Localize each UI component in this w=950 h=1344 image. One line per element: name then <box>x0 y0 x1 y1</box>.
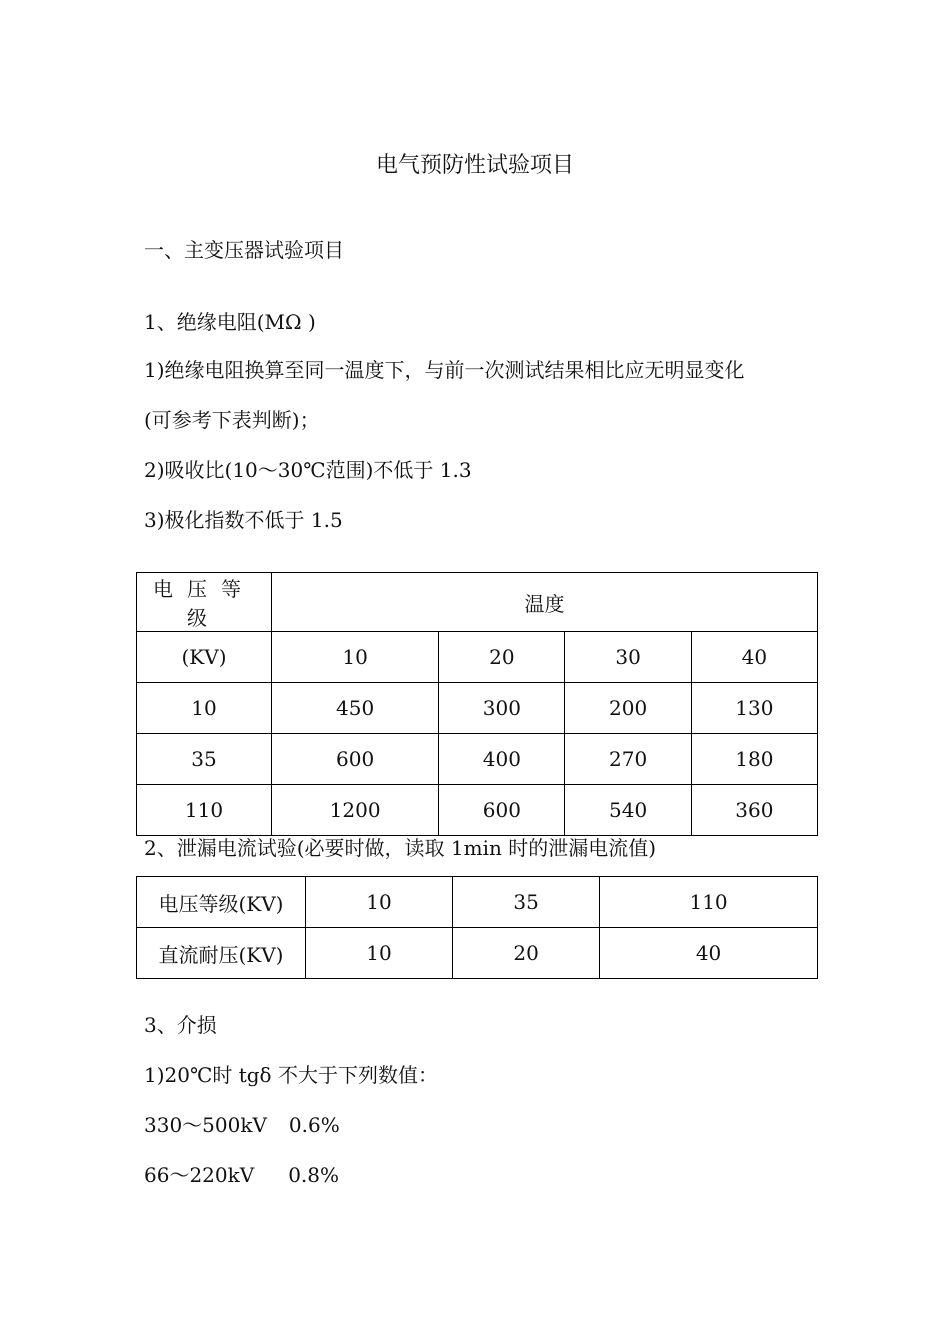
item1-line1-cont: (可参考下表判断)； <box>144 408 320 432</box>
table-row <box>137 928 818 979</box>
value-cell: 40 <box>600 928 818 979</box>
table-row <box>137 785 818 836</box>
voltage-cell: 10 <box>137 683 272 734</box>
value-cell: 130 <box>691 683 817 734</box>
temperature-header-cell: 温度 <box>272 573 818 632</box>
value-cell: 10 <box>306 928 453 979</box>
temp-cell: 40 <box>691 632 817 683</box>
voltage-unit-cell: (KV) <box>137 632 272 683</box>
item1-line1: 1)绝缘电阻换算至同一温度下，与前一次测试结果相比应无明显变化 <box>144 358 745 382</box>
value-cell: 10 <box>306 877 453 928</box>
table-row <box>137 632 818 683</box>
value-cell: 540 <box>565 785 691 836</box>
table-row <box>137 573 818 632</box>
value-cell: 35 <box>453 877 600 928</box>
value-cell: 20 <box>453 928 600 979</box>
voltage-cell: 35 <box>137 734 272 785</box>
dielectric-loss-row <box>144 1163 339 1187</box>
value-cell: 180 <box>691 734 817 785</box>
page-title: 电气预防性试验项目 <box>375 153 574 178</box>
item2-heading: 2、泄漏电流试验(必要时做，读取 1min 时的泄漏电流值) <box>144 836 657 860</box>
value-cell: 1200 <box>272 785 439 836</box>
voltage-header-cell <box>137 573 272 632</box>
row-label-cell: 直流耐压(KV) <box>137 928 306 979</box>
voltage-range: 330～500kV <box>144 1113 267 1137</box>
loss-value: 0.6% <box>288 1113 340 1137</box>
value-cell: 360 <box>691 785 817 836</box>
voltage-cell: 110 <box>137 785 272 836</box>
row-label-cell: 电压等级(KV) <box>137 877 306 928</box>
value-cell: 600 <box>272 734 439 785</box>
leakage-current-table <box>136 876 818 979</box>
value-cell: 270 <box>565 734 691 785</box>
value-cell: 600 <box>439 785 565 836</box>
section-heading-main-transformer: 一、主变压器试验项目 <box>144 238 344 262</box>
temp-cell: 30 <box>565 632 691 683</box>
value-cell: 200 <box>565 683 691 734</box>
value-cell: 400 <box>439 734 565 785</box>
dielectric-loss-row <box>144 1113 340 1137</box>
insulation-resistance-table <box>136 572 818 836</box>
item1-line2: 2)吸收比(10～30℃范围)不低于 1.3 <box>144 458 472 482</box>
item1-line3: 3)极化指数不低于 1.5 <box>144 508 343 532</box>
table-row <box>137 734 818 785</box>
item3-line1: 1)20℃时 tgδ 不大于下列数值： <box>144 1063 438 1087</box>
temp-cell: 10 <box>272 632 439 683</box>
item3-heading: 3、介损 <box>144 1013 217 1037</box>
value-cell: 300 <box>439 683 565 734</box>
temp-cell: 20 <box>439 632 565 683</box>
table-row <box>137 683 818 734</box>
table-row <box>137 877 818 928</box>
item1-heading: 1、绝缘电阻(MΩ ) <box>144 310 316 334</box>
loss-value: 0.8% <box>288 1163 339 1187</box>
voltage-range: 66～220kV <box>144 1163 255 1187</box>
value-cell: 450 <box>272 683 439 734</box>
voltage-header-label: 电压等级 <box>153 577 255 630</box>
value-cell: 110 <box>600 877 818 928</box>
